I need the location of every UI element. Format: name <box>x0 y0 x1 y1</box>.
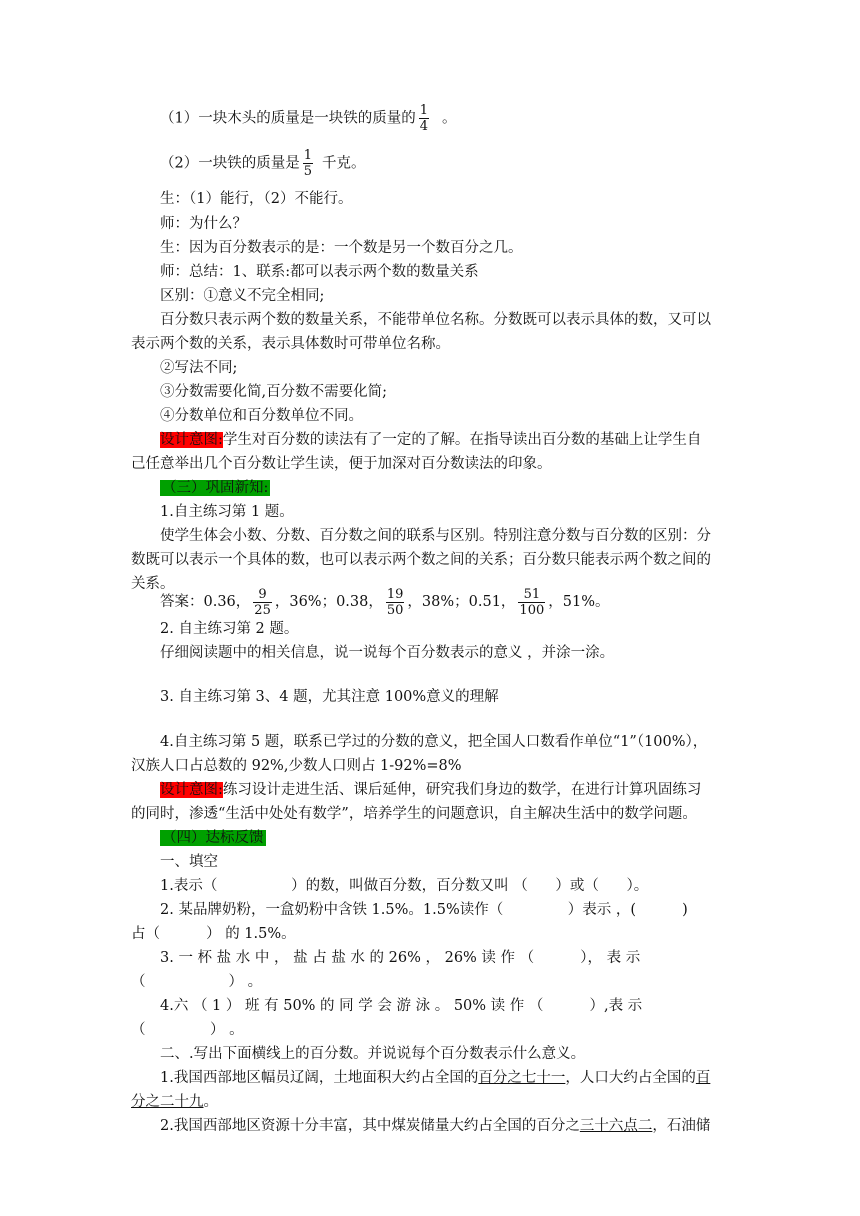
design-intent-1-line-1 <box>160 429 731 451</box>
fraction-denominator: 5 <box>303 164 313 179</box>
exercise-1-para-line-3: 关系。 <box>131 576 175 592</box>
write-percent-2-text: 2.我国西部地区资源十分丰富，其中煤炭储量大约占全国的百分之 <box>160 1118 580 1134</box>
fraction-numerator: 9 <box>253 587 272 603</box>
difference-4: ④分数单位和百分数单位不同。 <box>160 408 363 424</box>
fraction-9-25 <box>253 587 272 618</box>
paragraph-1-line-2: 表示两个数的关系，表示具体数时可带单位名称。 <box>131 336 450 352</box>
write-percent-1-line-1 <box>160 1067 760 1089</box>
exercise-4-line-1: 4.自主练习第 5 题，联系已学过的分数的意义，把全国人口数看作单位“1”（100%）， <box>160 734 708 750</box>
answer-label: 答案：0.36， <box>160 594 251 610</box>
fill-blank-1: 1.表示（ ）的数，叫做百分数，百分数又叫 （ ）或（ ）。 <box>160 878 649 894</box>
section-3-heading <box>160 477 760 499</box>
fraction-denominator: 4 <box>419 119 429 134</box>
paragraph-1-line-1: 百分数只表示两个数的数量关系，不能带单位名称。分数既可以表示具体的数，又可以 <box>160 312 711 328</box>
exercise-3: 3. 自主练习第 3、4 题，尤其注意 100%意义的理解 <box>160 689 499 705</box>
section-4-title: （四）达标反馈 <box>162 830 264 846</box>
question-1-text: （1）一块木头的质量是一块铁的质量的 <box>160 110 416 127</box>
design-intent-label: 设计意图: <box>160 432 223 448</box>
design-intent-1-line-2: 己任意举出几个百分数让学生读，便于加深对百分数读法的印象。 <box>131 456 552 472</box>
fraction-numerator: 19 <box>386 586 404 602</box>
fill-blank-title: 一、填空 <box>160 854 218 870</box>
fraction-one-quarter <box>419 103 429 134</box>
design-intent-2-text: 练习设计走进生活、课后延伸，研究我们身边的数学，在进行计算巩固练习 <box>222 782 702 798</box>
write-percent-title: 二、.写出下面横线上的百分数。并说说每个百分数表示什么意义。 <box>160 1046 586 1062</box>
fill-blank-4-line-2: （ ） 。 <box>131 1022 244 1038</box>
exercise-1: 1.自主练习第 1 题。 <box>160 504 294 520</box>
write-percent-1-text: 1.我国西部地区幅员辽阔，土地面积大约占全国的 <box>160 1070 479 1086</box>
write-percent-1-line-2 <box>131 1091 731 1113</box>
section-4-heading <box>160 827 760 849</box>
underlined-percent-3: 三十六点二 <box>579 1118 653 1134</box>
write-percent-2-end: ，石油储 <box>652 1118 711 1134</box>
question-1-end: 。 <box>442 110 457 127</box>
exercise-1-para-line-2: 数既可以表示一个具体的数，也可以表示两个数之间的关系；百分数只能表示两个数之间的 <box>131 552 711 568</box>
answer-end: ，51%。 <box>548 594 610 610</box>
answer-mid-2: ，38%；0.51， <box>407 594 516 610</box>
student-answer-1: 生：（1）能行，（2）不能行。 <box>160 191 353 207</box>
section-3-title: （三）巩固新知: <box>162 480 269 496</box>
design-intent-1-text: 学生对百分数的读法有了一定的了解。在指导读出百分数的基础上让学生自 <box>222 432 702 448</box>
fill-blank-2-line-1: 2. 某品牌奶粉，一盒奶粉中含铁 1.5%。1.5%读作（ ）表示 ，( ) <box>160 902 688 918</box>
question-1 <box>160 103 760 134</box>
fill-blank-3-line-2: （ ） 。 <box>131 974 263 990</box>
fraction-denominator: 100 <box>519 602 545 618</box>
question-2-text: （2）一块铁的质量是 <box>160 155 300 172</box>
design-intent-label: 设计意图: <box>160 782 223 798</box>
fraction-numerator: 51 <box>518 587 545 603</box>
underlined-percent-2-end: 分之二十九 <box>131 1094 204 1110</box>
fraction-one-fifth <box>303 148 313 179</box>
fraction-19-50 <box>386 587 405 618</box>
question-2 <box>160 148 760 179</box>
fraction-denominator: 25 <box>254 602 271 618</box>
underlined-percent-1: 百分之七十一 <box>478 1070 566 1086</box>
write-percent-2-line-1 <box>160 1115 760 1137</box>
exercise-2-para: 仔细阅读题中的相关信息，说一说每个百分数表示的意义 ，并涂一涂。 <box>160 645 615 661</box>
design-intent-2-line-2: 的同时，渗透“生活中处处有数学”，培养学生的问题意识，自主解决生活中的数学问题。 <box>131 806 697 822</box>
fraction-denominator: 50 <box>386 602 404 618</box>
fill-blank-2-line-2: 占（ ） 的 1.5%。 <box>131 926 296 942</box>
fill-blank-3-line-1: 3. 一 杯 盐 水 中 ， 盐 占 盐 水 的 26% ， 26% 读 作 （ ）， 表 示 <box>160 950 641 966</box>
teacher-summary: 师：总结：1、联系:都可以表示两个数的数量关系 <box>160 264 479 280</box>
difference-2: ②写法不同; <box>160 360 238 376</box>
fill-blank-4-line-1: 4.六 （ 1 ） 班 有 50% 的 同 学 会 游 泳 。 50% 读 作 （ ）,表 示 <box>160 998 643 1014</box>
answer-mid-1: ，36%；0.38， <box>274 594 383 610</box>
difference-3: ③分数需要化简,百分数不需要化简; <box>160 384 387 400</box>
write-percent-1-end: 。 <box>203 1094 218 1110</box>
design-intent-2-line-1 <box>160 779 731 801</box>
exercise-4-line-2: 汉族人口占总数的 92%,少数人口则占 1-92%=8% <box>131 758 462 774</box>
difference-1: 区别：①意义不完全相同; <box>160 288 325 304</box>
underlined-percent-2-start: 百 <box>695 1070 711 1086</box>
question-2-end: 千克。 <box>322 155 366 172</box>
fraction-numerator: 1 <box>303 148 313 163</box>
fraction-numerator: 1 <box>419 103 429 118</box>
exercise-1-para-line-1: 使学生体会小数、分数、百分数之间的联系与区别。特别注意分数与百分数的区别：分 <box>160 528 711 544</box>
exercise-2: 2. 自主练习第 2 题。 <box>160 621 299 637</box>
answer-line <box>160 582 760 622</box>
student-answer-2: 生：因为百分数表示的是：一个数是另一个数百分之几。 <box>160 240 523 256</box>
write-percent-1-mid: ，人口大约占全国的 <box>565 1070 696 1086</box>
fraction-51-100 <box>518 587 545 618</box>
teacher-question: 师：为什么？ <box>160 216 247 232</box>
